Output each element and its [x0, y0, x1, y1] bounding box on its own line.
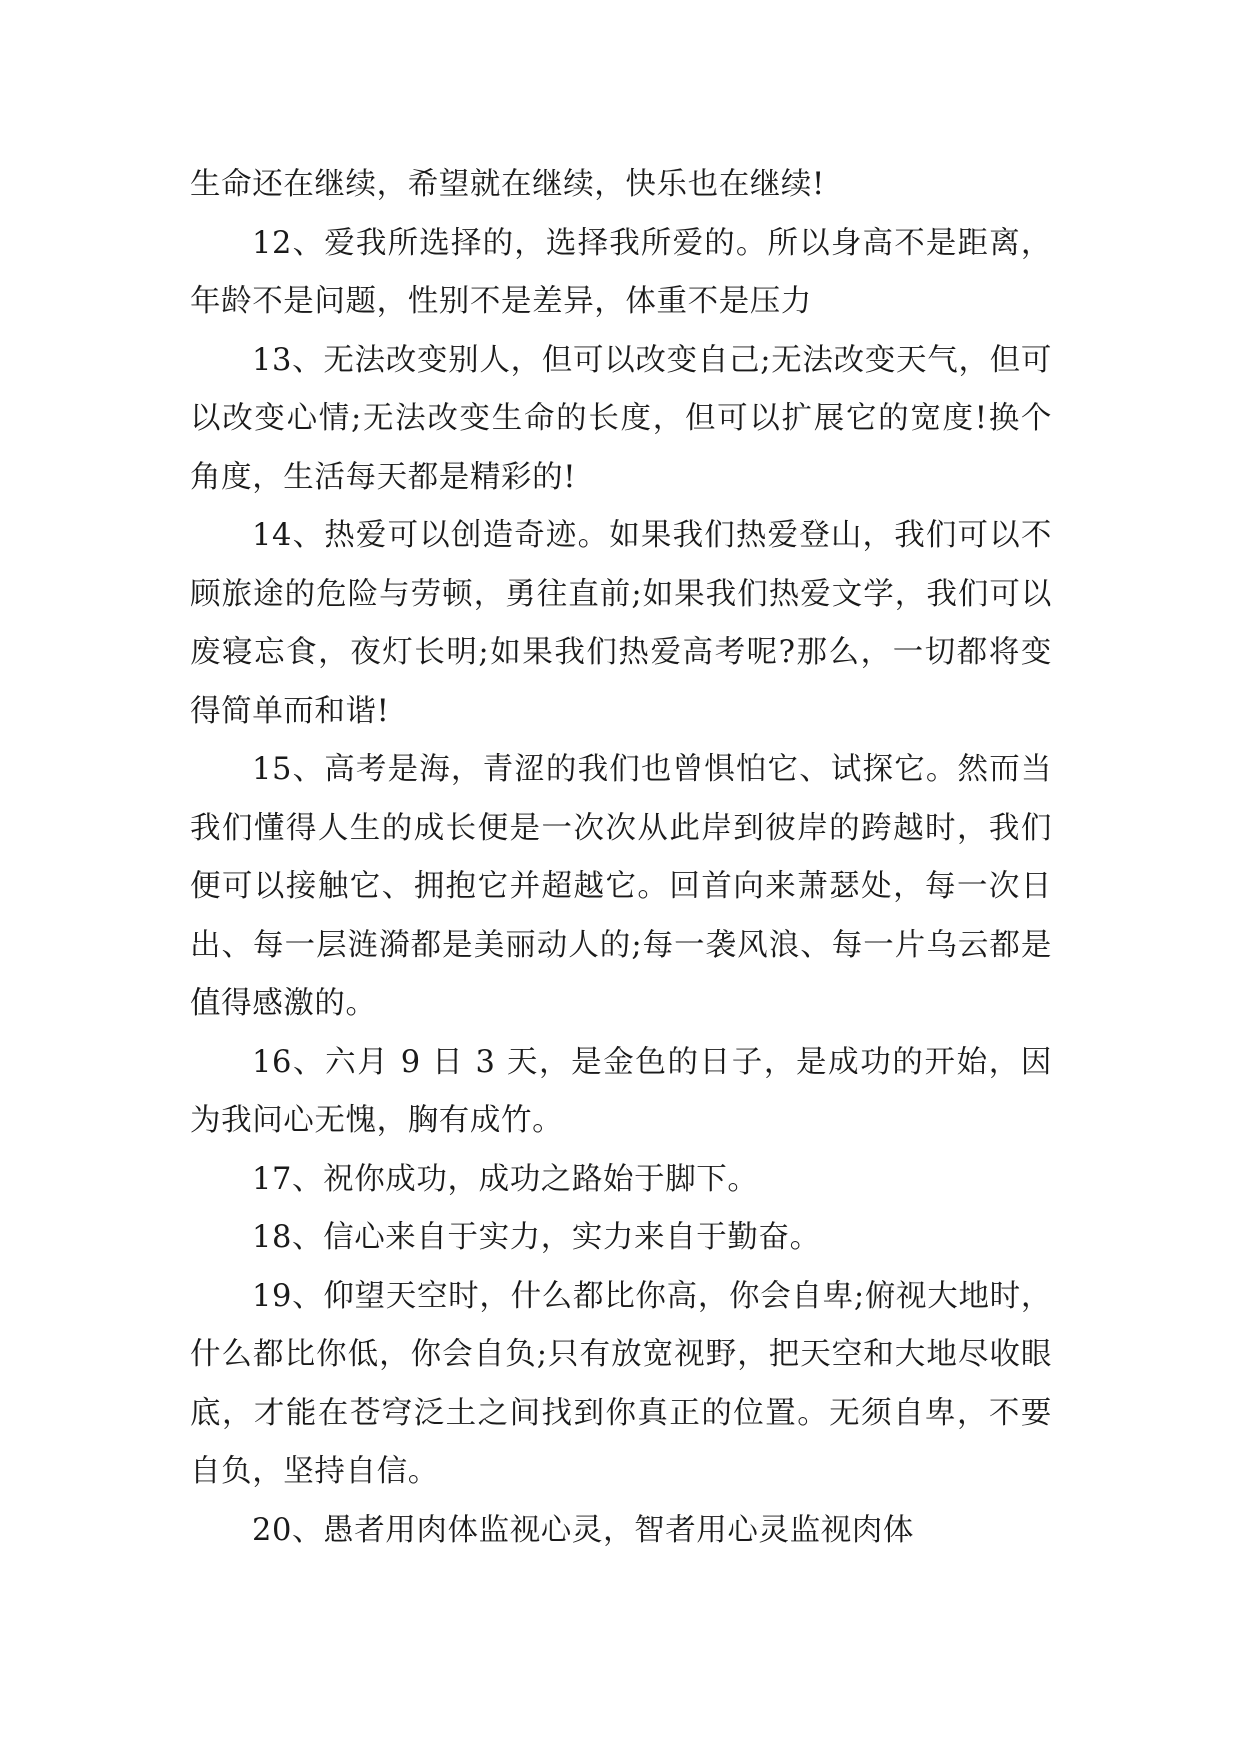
paragraph-continuation: 生命还在继续，希望就在继续，快乐也在继续! [190, 167, 825, 202]
paragraph-item-19: 19、仰望天空时，什么都比你高，你会自卑;俯视大地时，什么都比你低，你会自负;只有放宽视野，把天空和大地尽收眼底，才能在苍穹泛土之间找到你真正的位置。无须自卑，不要自负，坚持自信。 [190, 1278, 1052, 1489]
paragraph-item-15: 15、高考是海，青涩的我们也曾惧怕它、试探它。然而当我们懂得人生的成长便是一次次从此岸到彼岸的跨越时，我们便可以接触它、拥抱它并超越它。回首向来萧瑟处，每一次日出、每一层涟漪都是美丽动人的;每一袭风浪、每一片乌云都是值得感激的。 [190, 752, 1052, 1021]
paragraph-item-13: 13、无法改变别人，但可以改变自己;无法改变天气，但可以改变心情;无法改变生命的长度，但可以扩展它的宽度!换个角度，生活每天都是精彩的! [190, 342, 1052, 495]
paragraph-item-18: 18、信心来自于实力，实力来自于勤奋。 [252, 1220, 821, 1255]
paragraph-item-12: 12、爱我所选择的，选择我所爱的。所以身高不是距离，年龄不是问题，性别不是差异，体重不是压力 [190, 225, 1052, 319]
document-body [190, 156, 1052, 1560]
paragraph-item-17: 17、祝你成功，成功之路始于脚下。 [252, 1161, 759, 1197]
paragraph-item-16: 16、六月 9 日 3 天，是金色的日子，是成功的开始，因为我问心无愧，胸有成竹。 [190, 1044, 1052, 1138]
paragraph-item-14: 14、热爱可以创造奇迹。如果我们热爱登山，我们可以不顾旅途的危险与劳顿，勇往直前;如果我们热爱文学，我们可以废寝忘食，夜灯长明;如果我们热爱高考呢?那么，一切都将变得简单而和谐! [190, 518, 1052, 729]
paragraph-item-20: 20、愚者用肉体监视心灵，智者用心灵监视肉体 [252, 1512, 915, 1548]
